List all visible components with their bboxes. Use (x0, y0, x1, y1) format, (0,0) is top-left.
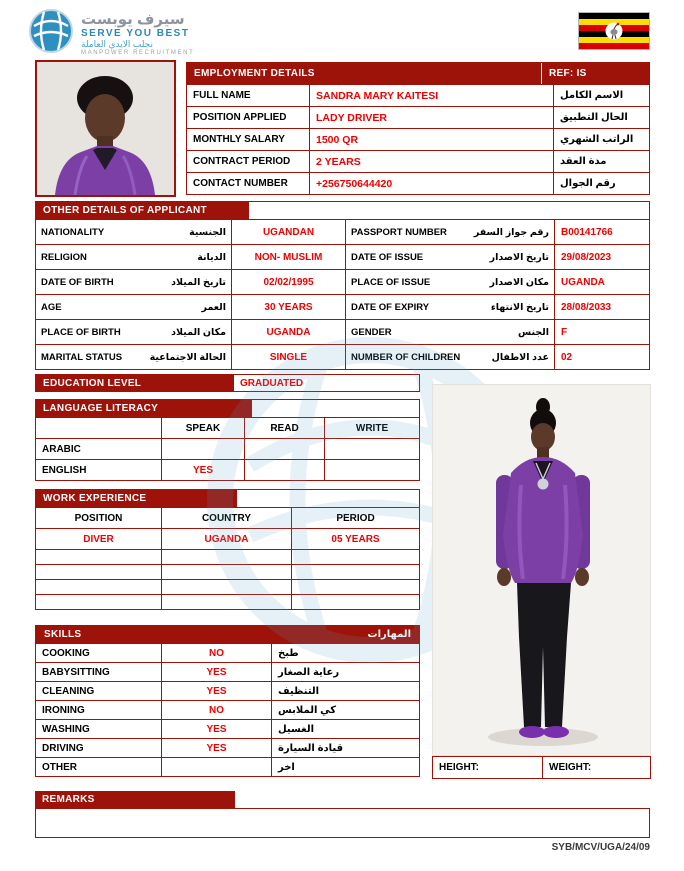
field-value: LADY DRIVER (309, 107, 553, 128)
employment-row-position (187, 106, 649, 128)
other-details-table (35, 201, 650, 370)
field-label: DATE OF EXPIRY (351, 301, 430, 313)
field-label: MARITAL STATUS (41, 351, 123, 363)
work-experience-table (35, 489, 420, 610)
field-value: UGANDA (554, 270, 649, 294)
employment-ref-badge: REF: IS (541, 63, 649, 84)
field-label: FULL NAME (193, 90, 251, 101)
skill-value: YES (161, 663, 271, 681)
empty-cell (291, 565, 419, 579)
work-period: 05 YEARS (291, 529, 419, 549)
height-label: HEIGHT: (439, 762, 479, 773)
employment-details-table (186, 62, 650, 195)
field-label-arabic: تاريخ الانتهاء (490, 301, 549, 313)
column-header-country: COUNTRY (161, 508, 291, 528)
skill-name-arabic: طبخ (271, 644, 419, 662)
work-country: UGANDA (161, 529, 291, 549)
agency-logo (28, 8, 194, 59)
employment-row-contract (187, 150, 649, 172)
field-value: 02 (554, 345, 649, 369)
empty-cell (291, 550, 419, 564)
other-details-row (36, 269, 649, 294)
header-filler (248, 202, 649, 219)
education-level-header: EDUCATION LEVEL (36, 375, 233, 391)
field-label-arabic: الحال التطبيق (553, 107, 649, 128)
language-literacy-header: LANGUAGE LITERACY (36, 400, 251, 417)
field-label: CONTACT NUMBER (193, 178, 288, 189)
language-name: ARABIC (42, 443, 81, 455)
skill-name: WASHING (42, 723, 90, 735)
field-label: NATIONALITY (41, 226, 105, 238)
field-label-arabic: الحالة الاجتماعية (149, 351, 226, 363)
field-label-arabic: عدد الاطفال (491, 351, 549, 363)
header-filler (236, 490, 419, 507)
field-value: UGANDAN (231, 220, 345, 244)
language-speak-value: YES (161, 460, 244, 480)
skill-name: DRIVING (42, 742, 84, 754)
field-label: RELIGION (41, 251, 87, 263)
field-label: DATE OF ISSUE (351, 251, 424, 263)
empty-cell (161, 580, 291, 594)
field-value: 2 YEARS (309, 151, 553, 172)
skill-value: NO (161, 644, 271, 662)
field-label-arabic: الديانة (197, 251, 226, 263)
skill-value: YES (161, 739, 271, 757)
field-value: UGANDA (231, 320, 345, 344)
empty-cell (161, 550, 291, 564)
work-experience-empty-row (36, 579, 419, 594)
skill-name-arabic: قيادة السيارة (271, 739, 419, 757)
skill-name-arabic: التنظيف (271, 682, 419, 700)
language-literacy-table (35, 399, 420, 481)
empty-cell (161, 595, 291, 609)
language-row-english (36, 459, 419, 480)
skill-name: CLEANING (42, 685, 95, 697)
field-value: 28/08/2033 (554, 295, 649, 319)
field-label-arabic: العمر (201, 301, 226, 313)
other-details-row (36, 219, 649, 244)
field-label-arabic: مكان الميلاد (171, 326, 226, 338)
skill-name: COOKING (42, 647, 90, 659)
field-label-arabic: الراتب الشهري (553, 129, 649, 150)
document-reference-code: SYB/MCV/UGA/24/09 (551, 842, 650, 853)
skill-value: YES (161, 720, 271, 738)
field-label-arabic: تاريخ الميلاد (171, 276, 226, 288)
measurements-row (432, 756, 651, 779)
field-value: 30 YEARS (231, 295, 345, 319)
skill-name: IRONING (42, 704, 85, 716)
skill-name-arabic: رعاية الصغار (271, 663, 419, 681)
skill-name: BABYSITTING (42, 666, 110, 678)
empty-cell (36, 580, 161, 594)
empty-cell (36, 595, 161, 609)
skill-value (161, 758, 271, 776)
field-label: PLACE OF BIRTH (41, 326, 121, 338)
language-row-arabic (36, 438, 419, 459)
skill-name: OTHER (42, 761, 77, 773)
field-label: GENDER (351, 326, 392, 338)
applicant-fullbody-photo (432, 384, 651, 756)
column-header-speak: SPEAK (161, 418, 244, 438)
field-label-arabic: مكان الاصدار (489, 276, 549, 288)
field-label-arabic: رقم الجوال (553, 173, 649, 194)
empty-cell (291, 580, 419, 594)
field-label: PLACE OF ISSUE (351, 276, 431, 288)
work-columns-row (36, 507, 419, 528)
education-level-row (35, 374, 420, 392)
field-value: +256750644420 (309, 173, 553, 194)
field-label: DATE OF BIRTH (41, 276, 114, 288)
field-value: 29/08/2023 (554, 245, 649, 269)
skills-header-arabic: المهارات (367, 629, 411, 640)
agency-slogan-english: MANPOWER RECRUITMENT (81, 49, 195, 56)
applicant-portrait-photo (35, 60, 176, 197)
field-value: F (554, 320, 649, 344)
skill-row-cooking (36, 643, 419, 662)
work-position: DIVER (83, 533, 114, 545)
field-value: B00141766 (554, 220, 649, 244)
other-details-row (36, 319, 649, 344)
field-label: PASSPORT NUMBER (351, 226, 447, 238)
skills-header: SKILLS (44, 629, 82, 640)
other-details-header: OTHER DETAILS OF APPLICANT (36, 202, 248, 219)
empty-cell (36, 418, 161, 438)
field-value: SANDRA MARY KAITESI (309, 85, 553, 106)
skill-row-ironing (36, 700, 419, 719)
skill-name-arabic: كي الملابس (271, 701, 419, 719)
employment-row-fullname (187, 84, 649, 106)
work-experience-empty-row (36, 564, 419, 579)
work-experience-empty-row (36, 594, 419, 609)
language-write-value (324, 439, 419, 459)
remarks-header: REMARKS (35, 791, 235, 808)
skill-name-arabic: الغسيل (271, 720, 419, 738)
field-label: CONTRACT PERIOD (193, 156, 291, 167)
empty-cell (291, 595, 419, 609)
employment-row-salary (187, 128, 649, 150)
education-level-value: GRADUATED (233, 375, 419, 391)
column-header-write: WRITE (324, 418, 419, 438)
language-read-value (244, 460, 324, 480)
employment-row-contact (187, 172, 649, 194)
skill-value: YES (161, 682, 271, 700)
field-label-arabic: رقم جواز السفر (473, 226, 549, 238)
skill-row-cleaning (36, 681, 419, 700)
other-details-row (36, 294, 649, 319)
empty-cell (36, 565, 161, 579)
column-header-period: PERIOD (291, 508, 419, 528)
skills-table (35, 625, 420, 777)
field-value: NON- MUSLIM (231, 245, 345, 269)
language-speak-value (161, 439, 244, 459)
language-name: ENGLISH (42, 464, 87, 476)
field-value: 02/02/1995 (231, 270, 345, 294)
empty-cell (161, 565, 291, 579)
employment-header: EMPLOYMENT DETAILS (187, 63, 541, 84)
agency-name-arabic: سيرف يوبست (81, 10, 185, 28)
field-label: NUMBER OF CHILDREN (351, 351, 461, 363)
field-value: SINGLE (231, 345, 345, 369)
remarks-box (35, 808, 650, 838)
other-details-row (36, 344, 649, 369)
agency-name-english: SERVE YOU BEST (81, 27, 190, 39)
work-experience-row (36, 528, 419, 549)
field-label: AGE (41, 301, 62, 313)
globe-logo-icon (28, 8, 74, 59)
column-header-read: READ (244, 418, 324, 438)
field-label-arabic: الجنس (518, 326, 549, 338)
field-label: MONTHLY SALARY (193, 134, 285, 145)
field-label-arabic: مدة العقد (553, 151, 649, 172)
language-columns-row (36, 417, 419, 438)
language-write-value (324, 460, 419, 480)
column-header-position: POSITION (74, 512, 123, 524)
language-read-value (244, 439, 324, 459)
empty-cell (36, 550, 161, 564)
weight-label: WEIGHT: (542, 757, 650, 778)
skill-row-other (36, 757, 419, 776)
skill-row-babysitting (36, 662, 419, 681)
agency-slogan-arabic: نجلب الايدي العاملة (81, 39, 153, 50)
skill-row-washing (36, 719, 419, 738)
field-label-arabic: تاريخ الاصدار (489, 251, 549, 263)
header-filler (251, 400, 419, 417)
field-label-arabic: الجنسية (189, 226, 226, 238)
uganda-flag-icon (578, 12, 650, 50)
field-label-arabic: الاسم الكامل (553, 85, 649, 106)
skill-name-arabic: اخر (271, 758, 419, 776)
other-details-row (36, 244, 649, 269)
work-experience-header: WORK EXPERIENCE (36, 490, 236, 507)
work-experience-empty-row (36, 549, 419, 564)
field-value: 1500 QR (309, 129, 553, 150)
skill-row-driving (36, 738, 419, 757)
skill-value: NO (161, 701, 271, 719)
field-label: POSITION APPLIED (193, 112, 287, 123)
